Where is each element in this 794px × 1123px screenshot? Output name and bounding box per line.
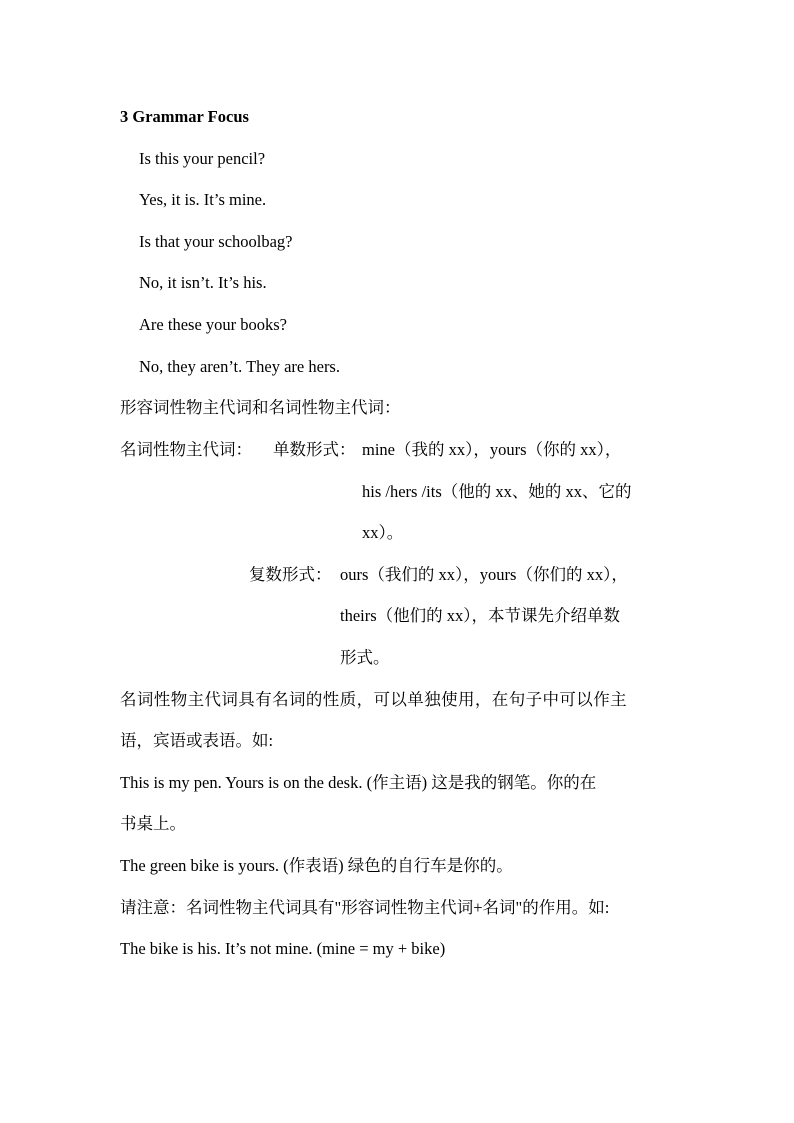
- section-heading: 3 Grammar Focus: [120, 107, 249, 126]
- example-sentence-4: No, it isn’t. It’s his.: [139, 273, 267, 292]
- example-possessive: The bike is his. It’s not mine. (mine = my + bike): [120, 939, 446, 958]
- section-title: 形容词性物主代词和名词性物主代词：: [120, 398, 401, 417]
- singular-forms-line-1: mine（我的 xx），yours（你的 xx），: [362, 440, 622, 459]
- example-sentence-5: Are these your books?: [139, 315, 288, 334]
- note-line: 请注意：名词性物主代词具有"形容词性物主代词+名词"的作用。如:: [120, 898, 610, 917]
- singular-forms-line-3: xx）。: [362, 523, 404, 542]
- example-sentence-1: Is this your pencil?: [139, 149, 266, 168]
- plural-forms-line-2: theirs（他们的 xx），本节课先介绍单数: [340, 606, 621, 625]
- noun-pronoun-label: 名词性物主代词：: [120, 440, 252, 459]
- singular-label: 单数形式：: [273, 440, 356, 459]
- plural-forms-line-3: 形式。: [340, 648, 390, 667]
- singular-forms-line-2: his /hers /its（他的 xx、她的 xx、它的: [362, 482, 632, 501]
- example-subject-line-2: 书桌上。: [120, 814, 186, 833]
- plural-forms-line-1: ours（我们的 xx），yours（你们的 xx），: [340, 565, 628, 584]
- example-sentence-2: Yes, it is. It’s mine.: [139, 190, 267, 209]
- paragraph-line-1: 名词性物主代词具有名词的性质，可以单独使用，在句子中可以作主: [120, 690, 627, 709]
- paragraph-line-2: 语，宾语或表语。如:: [120, 731, 274, 750]
- example-predicative: The green bike is yours. (作表语) 绿色的自行车是你的。: [120, 856, 513, 875]
- example-subject-line-1: This is my pen. Yours is on the desk. (作主语) 这是我的钢笔。你的在: [120, 773, 597, 792]
- example-sentence-6: No, they aren’t. They are hers.: [139, 357, 340, 376]
- plural-label: 复数形式：: [249, 565, 332, 584]
- example-sentence-3: Is that your schoolbag?: [139, 232, 293, 251]
